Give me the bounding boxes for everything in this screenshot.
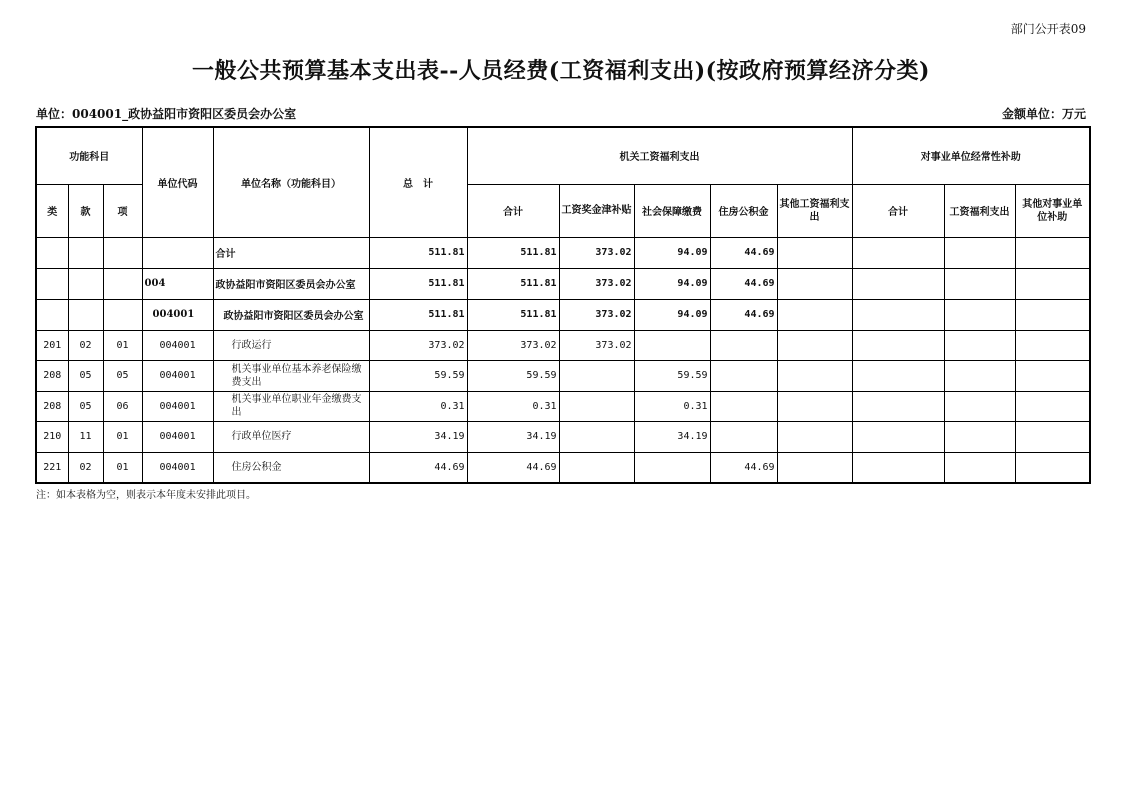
cell-lei: 201 — [36, 330, 68, 361]
cell-xiang: 01 — [103, 452, 142, 483]
cell-total: 0.31 — [369, 391, 467, 422]
cell-xiang — [103, 268, 142, 299]
header-g1-other: 其他工资福利支出 — [777, 184, 852, 237]
cell-g1-social: 34.19 — [634, 422, 710, 453]
cell-g2-other — [1015, 237, 1090, 268]
cell-g2-salary — [944, 391, 1015, 422]
cell-g1-social: 94.09 — [634, 237, 710, 268]
cell-g2-salary — [944, 422, 1015, 453]
cell-name: 合计 — [213, 237, 369, 268]
header-total: 总 计 — [369, 127, 467, 237]
cell-g1-other — [777, 452, 852, 483]
cell-g1-social: 0.31 — [634, 391, 710, 422]
cell-g1-other — [777, 237, 852, 268]
cell-g1-other — [777, 422, 852, 453]
cell-g1-housing: 44.69 — [710, 237, 777, 268]
cell-g1-housing — [710, 422, 777, 453]
cell-g1-social: 94.09 — [634, 268, 710, 299]
expenditure-table — [35, 126, 1091, 484]
cell-g2-other — [1015, 299, 1090, 330]
cell-xiang — [103, 299, 142, 330]
header-g1-housing: 住房公积金 — [710, 184, 777, 237]
cell-g1-other — [777, 361, 852, 392]
cell-g1-social: 94.09 — [634, 299, 710, 330]
header-g2-other: 其他对事业单位补助 — [1015, 184, 1090, 237]
cell-kuan — [68, 268, 103, 299]
header-kuan: 款 — [68, 184, 103, 237]
cell-kuan: 02 — [68, 330, 103, 361]
cell-g1-housing: 44.69 — [710, 299, 777, 330]
cell-g1-salary — [559, 391, 634, 422]
cell-g2-other — [1015, 452, 1090, 483]
header-unit-code: 单位代码 — [142, 127, 213, 237]
cell-g1-salary — [559, 422, 634, 453]
cell-code: 004 — [142, 268, 213, 299]
cell-g1-salary — [559, 452, 634, 483]
table-row — [36, 422, 1090, 453]
cell-g1-salary: 373.02 — [559, 299, 634, 330]
cell-kuan: 05 — [68, 361, 103, 392]
cell-g1-social: 59.59 — [634, 361, 710, 392]
cell-g1-salary: 373.02 — [559, 330, 634, 361]
header-g1-salary: 工资奖金津补贴 — [559, 184, 634, 237]
cell-g2-sum — [852, 361, 944, 392]
header-lei: 类 — [36, 184, 68, 237]
header-func-subject: 功能科目 — [36, 127, 142, 184]
cell-name: 行政运行 — [213, 330, 369, 361]
cell-lei — [36, 237, 68, 268]
cell-g1-housing — [710, 330, 777, 361]
cell-xiang: 01 — [103, 422, 142, 453]
cell-code: 004001 — [142, 452, 213, 483]
cell-code — [142, 237, 213, 268]
cell-total: 373.02 — [369, 330, 467, 361]
cell-name: 行政单位医疗 — [213, 422, 369, 453]
cell-xiang — [103, 237, 142, 268]
cell-code: 004001 — [142, 361, 213, 392]
cell-g1-sum: 373.02 — [467, 330, 559, 361]
cell-kuan: 05 — [68, 391, 103, 422]
cell-g1-salary — [559, 361, 634, 392]
cell-g1-sum: 511.81 — [467, 299, 559, 330]
cell-lei: 210 — [36, 422, 68, 453]
cell-g1-sum: 511.81 — [467, 237, 559, 268]
cell-g2-sum — [852, 330, 944, 361]
cell-code: 004001 — [142, 391, 213, 422]
table-row — [36, 237, 1090, 268]
cell-total: 34.19 — [369, 422, 467, 453]
cell-g1-other — [777, 391, 852, 422]
header-xiang: 项 — [103, 184, 142, 237]
cell-xiang: 01 — [103, 330, 142, 361]
cell-g2-other — [1015, 361, 1090, 392]
cell-g2-other — [1015, 268, 1090, 299]
table-row — [36, 361, 1090, 392]
cell-g2-salary — [944, 452, 1015, 483]
cell-g2-other — [1015, 391, 1090, 422]
cell-code: 004001 — [142, 422, 213, 453]
cell-name: 政协益阳市资阳区委员会办公室 — [213, 299, 369, 330]
cell-g1-sum: 511.81 — [467, 268, 559, 299]
cell-g2-sum — [852, 237, 944, 268]
cell-g1-sum: 44.69 — [467, 452, 559, 483]
cell-code: 004001 — [142, 299, 213, 330]
cell-g1-salary: 373.02 — [559, 268, 634, 299]
cell-lei — [36, 268, 68, 299]
cell-g1-sum: 0.31 — [467, 391, 559, 422]
cell-lei: 208 — [36, 391, 68, 422]
header-g1-sum: 合计 — [467, 184, 559, 237]
footnote: 注：如本表格为空，则表示本年度未安排此项目。 — [36, 490, 256, 501]
cell-g1-salary: 373.02 — [559, 237, 634, 268]
cell-g1-housing — [710, 391, 777, 422]
header-unit-name: 单位名称（功能科目） — [213, 127, 369, 237]
cell-total: 511.81 — [369, 237, 467, 268]
table-row — [36, 268, 1090, 299]
cell-name: 机关事业单位基本养老保险缴费支出 — [213, 361, 369, 392]
cell-g2-sum — [852, 299, 944, 330]
cell-lei: 221 — [36, 452, 68, 483]
cell-g1-housing — [710, 361, 777, 392]
cell-g2-sum — [852, 268, 944, 299]
table-row — [36, 299, 1090, 330]
cell-g2-sum — [852, 391, 944, 422]
header-g2-salary: 工资福利支出 — [944, 184, 1015, 237]
cell-total: 511.81 — [369, 268, 467, 299]
cell-name: 机关事业单位职业年金缴费支出 — [213, 391, 369, 422]
cell-kuan — [68, 237, 103, 268]
header-g1-social: 社会保障缴费 — [634, 184, 710, 237]
header-group-subsidy: 对事业单位经常性补助 — [852, 127, 1090, 184]
cell-g1-sum: 59.59 — [467, 361, 559, 392]
cell-name: 住房公积金 — [213, 452, 369, 483]
table-number-label: 部门公开表09 — [1010, 22, 1086, 36]
cell-g2-salary — [944, 237, 1015, 268]
cell-g1-other — [777, 299, 852, 330]
header-group-office-salary: 机关工资福利支出 — [467, 127, 852, 184]
cell-g2-other — [1015, 330, 1090, 361]
cell-kuan — [68, 299, 103, 330]
cell-kuan: 11 — [68, 422, 103, 453]
cell-lei — [36, 299, 68, 330]
cell-g2-salary — [944, 299, 1015, 330]
cell-g2-other — [1015, 422, 1090, 453]
cell-total: 59.59 — [369, 361, 467, 392]
cell-total: 44.69 — [369, 452, 467, 483]
cell-xiang: 06 — [103, 391, 142, 422]
cell-kuan: 02 — [68, 452, 103, 483]
table-row — [36, 391, 1090, 422]
cell-g2-sum — [852, 422, 944, 453]
header-g2-sum: 合计 — [852, 184, 944, 237]
cell-g2-salary — [944, 268, 1015, 299]
table-row — [36, 330, 1090, 361]
cell-xiang: 05 — [103, 361, 142, 392]
cell-g1-other — [777, 268, 852, 299]
table-row — [36, 452, 1090, 483]
cell-g2-salary — [944, 330, 1015, 361]
cell-g2-salary — [944, 361, 1015, 392]
cell-g1-housing: 44.69 — [710, 452, 777, 483]
cell-g1-social — [634, 330, 710, 361]
cell-g1-social — [634, 452, 710, 483]
cell-code: 004001 — [142, 330, 213, 361]
currency-unit-label: 金额单位：万元 — [1001, 107, 1086, 121]
cell-g1-housing: 44.69 — [710, 268, 777, 299]
cell-g1-other — [777, 330, 852, 361]
page-title: 一般公共预算基本支出表--人员经费(工资福利支出)(按政府预算经济分类) — [192, 58, 930, 84]
unit-label: 单位：004001_政协益阳市资阳区委员会办公室 — [36, 107, 297, 121]
cell-g2-sum — [852, 452, 944, 483]
cell-total: 511.81 — [369, 299, 467, 330]
cell-name: 政协益阳市资阳区委员会办公室 — [213, 268, 369, 299]
cell-g1-sum: 34.19 — [467, 422, 559, 453]
cell-lei: 208 — [36, 361, 68, 392]
